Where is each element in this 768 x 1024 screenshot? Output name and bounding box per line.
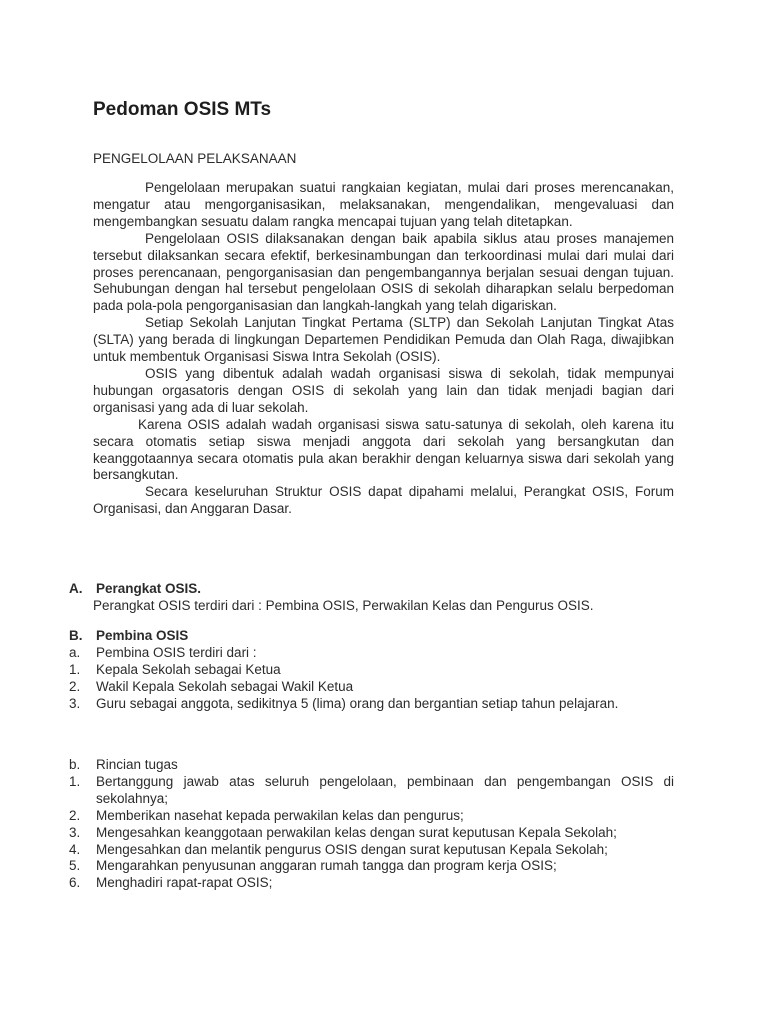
section-a-title: Perangkat OSIS.	[96, 581, 202, 596]
list-text: Memberikan nasehat kepada perwakilan kelas dan pengurus;	[96, 807, 464, 823]
paragraph: OSIS yang dibentuk adalah wadah organisasi siswa di sekolah, tidak mempunyai hubungan orgasatoris dengan OSIS di sekolah yang lain dan tidak menjadi bagian dari organisasi yang ada di luar sekolah.	[93, 365, 674, 415]
list-item	[69, 662, 674, 679]
list-text: Mengesahkan dan melantik pengurus OSIS dengan surat keputusan Kepala Sekolah;	[96, 841, 608, 857]
list-text: Kepala Sekolah sebagai Ketua	[96, 661, 281, 677]
paragraph: Karena OSIS adalah wadah organisasi siswa satu-satunya di sekolah, oleh karena itu secara otomatis setiap siswa menjadi anggota dari sekolah yang bersangkutan dan keanggotaannya secara otomatis pula akan berakhir dengan keluarnya siswa dari sekolah yang bersangkutan.	[93, 416, 674, 483]
list-item	[69, 875, 674, 892]
section-b-heading	[69, 627, 188, 644]
section-a-mark: A.	[69, 581, 83, 596]
list-text: Rincian tugas	[96, 757, 178, 772]
list-text: Bertanggung jawab atas seluruh pengelolaan, pembinaan dan pengembangan OSIS di sekolahnya;	[96, 773, 674, 806]
body-paragraphs	[93, 180, 674, 518]
list-item	[69, 679, 674, 696]
section-a-heading	[69, 580, 201, 597]
list-text: Pembina OSIS terdiri dari :	[96, 645, 257, 660]
list-item	[69, 774, 674, 808]
list-marker: 1.	[69, 773, 81, 789]
list-marker: 2.	[69, 807, 81, 823]
list-item	[69, 645, 674, 662]
list-text: Menghadiri rapat-rapat OSIS;	[96, 875, 273, 891]
list-item	[69, 825, 674, 842]
section-subtitle: PENGELOLAAN PELAKSANAAN	[93, 151, 297, 166]
list-item	[69, 842, 674, 859]
list-marker: 2.	[69, 678, 81, 694]
section-a-text: Perangkat OSIS terdiri dari : Pembina OSIS, Perwakilan Kelas dan Pengurus OSIS.	[93, 598, 594, 613]
rincian-tugas-list	[69, 757, 674, 892]
list-item	[69, 696, 674, 713]
paragraph: Secara keseluruhan Struktur OSIS dapat dipahami melalui, Perangkat OSIS, Forum Organisasi, dan Anggaran Dasar.	[93, 484, 674, 517]
section-b-mark: B.	[69, 628, 83, 643]
list-marker: 3.	[69, 695, 81, 711]
pembina-members-list	[69, 645, 674, 713]
list-marker: 6.	[69, 875, 81, 891]
list-text: Mengesahkan keanggotaan perwakilan kelas dengan surat keputusan Kepala Sekolah;	[96, 824, 617, 840]
list-marker: 4.	[69, 841, 81, 857]
list-item	[69, 858, 674, 875]
list-marker: a.	[69, 645, 81, 660]
list-item	[69, 808, 674, 825]
list-marker: b.	[69, 757, 81, 772]
page-title: Pedoman OSIS MTs	[93, 99, 272, 120]
paragraph: Pengelolaan OSIS dilaksanakan dengan baik apabila siklus atau proses manajemen tersebut dilaksankan secara efektif, berkesinambungan dan terkoordinasi mulai dari mulai dari proses perencanaan, pengorganisasian dan pengembangannya berjalan sesuai dengan tujuan. Sehubungan dengan hal tersebut pengelolaan OSIS di sekolah diharapkan selalu berpedoman pada pola-pola pengorganisasian dan langkah-langkah yang telah digariskan.	[93, 230, 674, 314]
paragraph: Pengelolaan merupakan suatui rangkaian kegiatan, mulai dari proses merencanakan, mengatur atau mengorganisasikan, melaksanakan, mengendalikan, mengevaluasi dan mengembangkan sesuatu dalam rangka mencapai tujuan yang telah ditetapkan.	[93, 180, 674, 229]
list-text: Guru sebagai anggota, sedikitnya 5 (lima) orang dan bergantian setiap tahun pelajaran.	[96, 695, 619, 711]
section-b-title: Pembina OSIS	[96, 628, 189, 643]
list-item	[69, 757, 674, 774]
list-marker: 1.	[69, 661, 81, 677]
list-marker: 5.	[69, 858, 81, 874]
list-text: Mengarahkan penyusunan anggaran rumah tangga dan program kerja OSIS;	[96, 858, 557, 874]
list-marker: 3.	[69, 824, 81, 840]
paragraph: Setiap Sekolah Lanjutan Tingkat Pertama (SLTP) dan Sekolah Lanjutan Tingkat Atas (SLTA) yang berada di lingkungan Departemen Pendidikan Pemuda dan Olah Raga, diwajibkan untuk membentuk Organisasi Siswa Intra Sekolah (OSIS).	[93, 315, 674, 365]
list-text: Wakil Kepala Sekolah sebagai Wakil Ketua	[96, 678, 354, 694]
